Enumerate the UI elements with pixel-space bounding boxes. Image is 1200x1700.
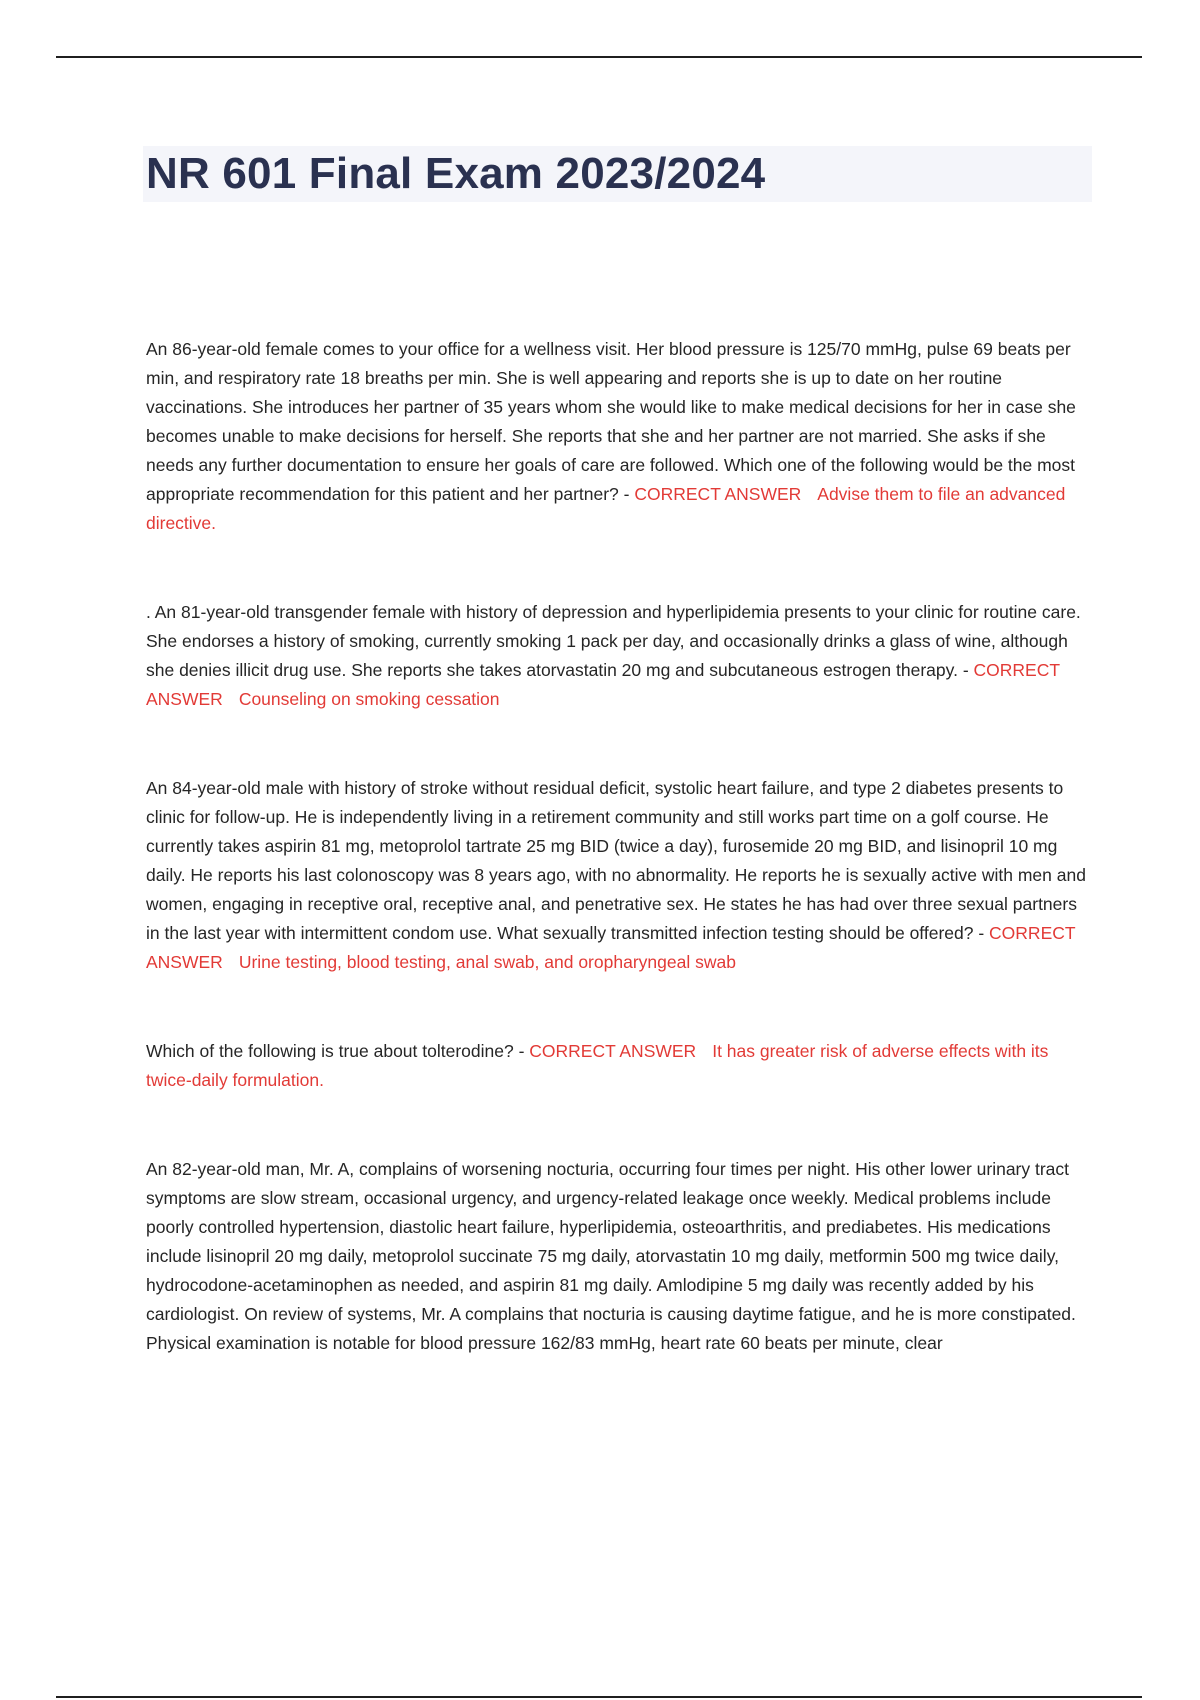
answer-text: Urine testing, blood testing, anal swab, and oropharyngeal swab (238, 952, 736, 972)
answer-text: Counseling on smoking cessation (238, 689, 500, 709)
answer-text: Advise them to file an advanced directive. (146, 484, 1066, 533)
answer-marker: CORRECT ANSWER (529, 1041, 697, 1061)
exam-content (146, 335, 1092, 1418)
qa-block-4 (146, 1037, 1092, 1095)
qa-block-5 (146, 1155, 1092, 1358)
page-title: NR 601 Final Exam 2023/2024 (146, 149, 766, 198)
question-text: Which of the following is true about tolterodine? - (146, 1041, 525, 1061)
question-text: An 86-year-old female comes to your office for a wellness visit. Her blood pressure is 125/70 mmHg, pulse 69 beats per min, and respiratory rate 18 breaths per min. She is well appearing and reports she is up to date on her routine vaccinations. She introduces her partner of 35 years whom she would like to make medical decisions for her in case she becomes unable to make decisions for herself. She reports that she and her partner are not married. She asks if she needs any further documentation to ensure her goals of care are followed. Which one of the following would be the most appropriate recommendation for this patient and her partner? - (146, 339, 1076, 504)
top-rule (56, 56, 1142, 58)
answer-text: It has greater risk of adverse effects with its twice-daily formulation. (146, 1041, 1049, 1090)
question-text: . An 81-year-old transgender female with history of depression and hyperlipidemia presents to your clinic for routine care. She endorses a history of smoking, currently smoking 1 pack per day, and occasionally drinks a glass of wine, although she denies illicit drug use. She reports she takes atorvastatin 20 mg and subcutaneous estrogen therapy. - (146, 602, 1081, 680)
qa-block-1 (146, 335, 1092, 538)
question-text: An 82-year-old man, Mr. A, complains of worsening nocturia, occurring four times per night. His other lower urinary tract symptoms are slow stream, occasional urgency, and urgency-related leakage once weekly. Medical problems include poorly controlled hypertension, diastolic heart failure, hyperlipidemia, osteoarthritis, and prediabetes. His medications include lisinopril 20 mg daily, metoprolol succinate 75 mg daily, atorvastatin 10 mg daily, metformin 500 mg twice daily, hydrocodone-acetaminophen as needed, and aspirin 81 mg daily. Amlodipine 5 mg daily was recently added by his cardiologist. On review of systems, Mr. A complains that nocturia is causing daytime fatigue, and he is more constipated. Physical examination is notable for blood pressure 162/83 mmHg, heart rate 60 beats per minute, clear (146, 1159, 1076, 1353)
answer-marker: CORRECT ANSWER (146, 660, 1060, 709)
answer-marker: CORRECT ANSWER (146, 923, 1076, 972)
qa-block-2 (146, 598, 1092, 714)
bottom-rule (56, 1696, 1142, 1698)
answer-marker: CORRECT ANSWER (634, 484, 802, 504)
qa-block-3 (146, 774, 1092, 977)
question-text: An 84-year-old male with history of stroke without residual deficit, systolic heart failure, and type 2 diabetes presents to clinic for follow-up. He is independently living in a retirement community and still works part time on a golf course. He currently takes aspirin 81 mg, metoprolol tartrate 25 mg BID (twice a day), furosemide 20 mg BID, and lisinopril 10 mg daily. He reports his last colonoscopy was 8 years ago, with no abnormality. He reports he is sexually active with men and women, engaging in receptive oral, receptive anal, and penetrative sex. He states he has had over three sexual partners in the last year with intermittent condom use. What sexually transmitted infection testing should be offered? - (146, 778, 1086, 943)
